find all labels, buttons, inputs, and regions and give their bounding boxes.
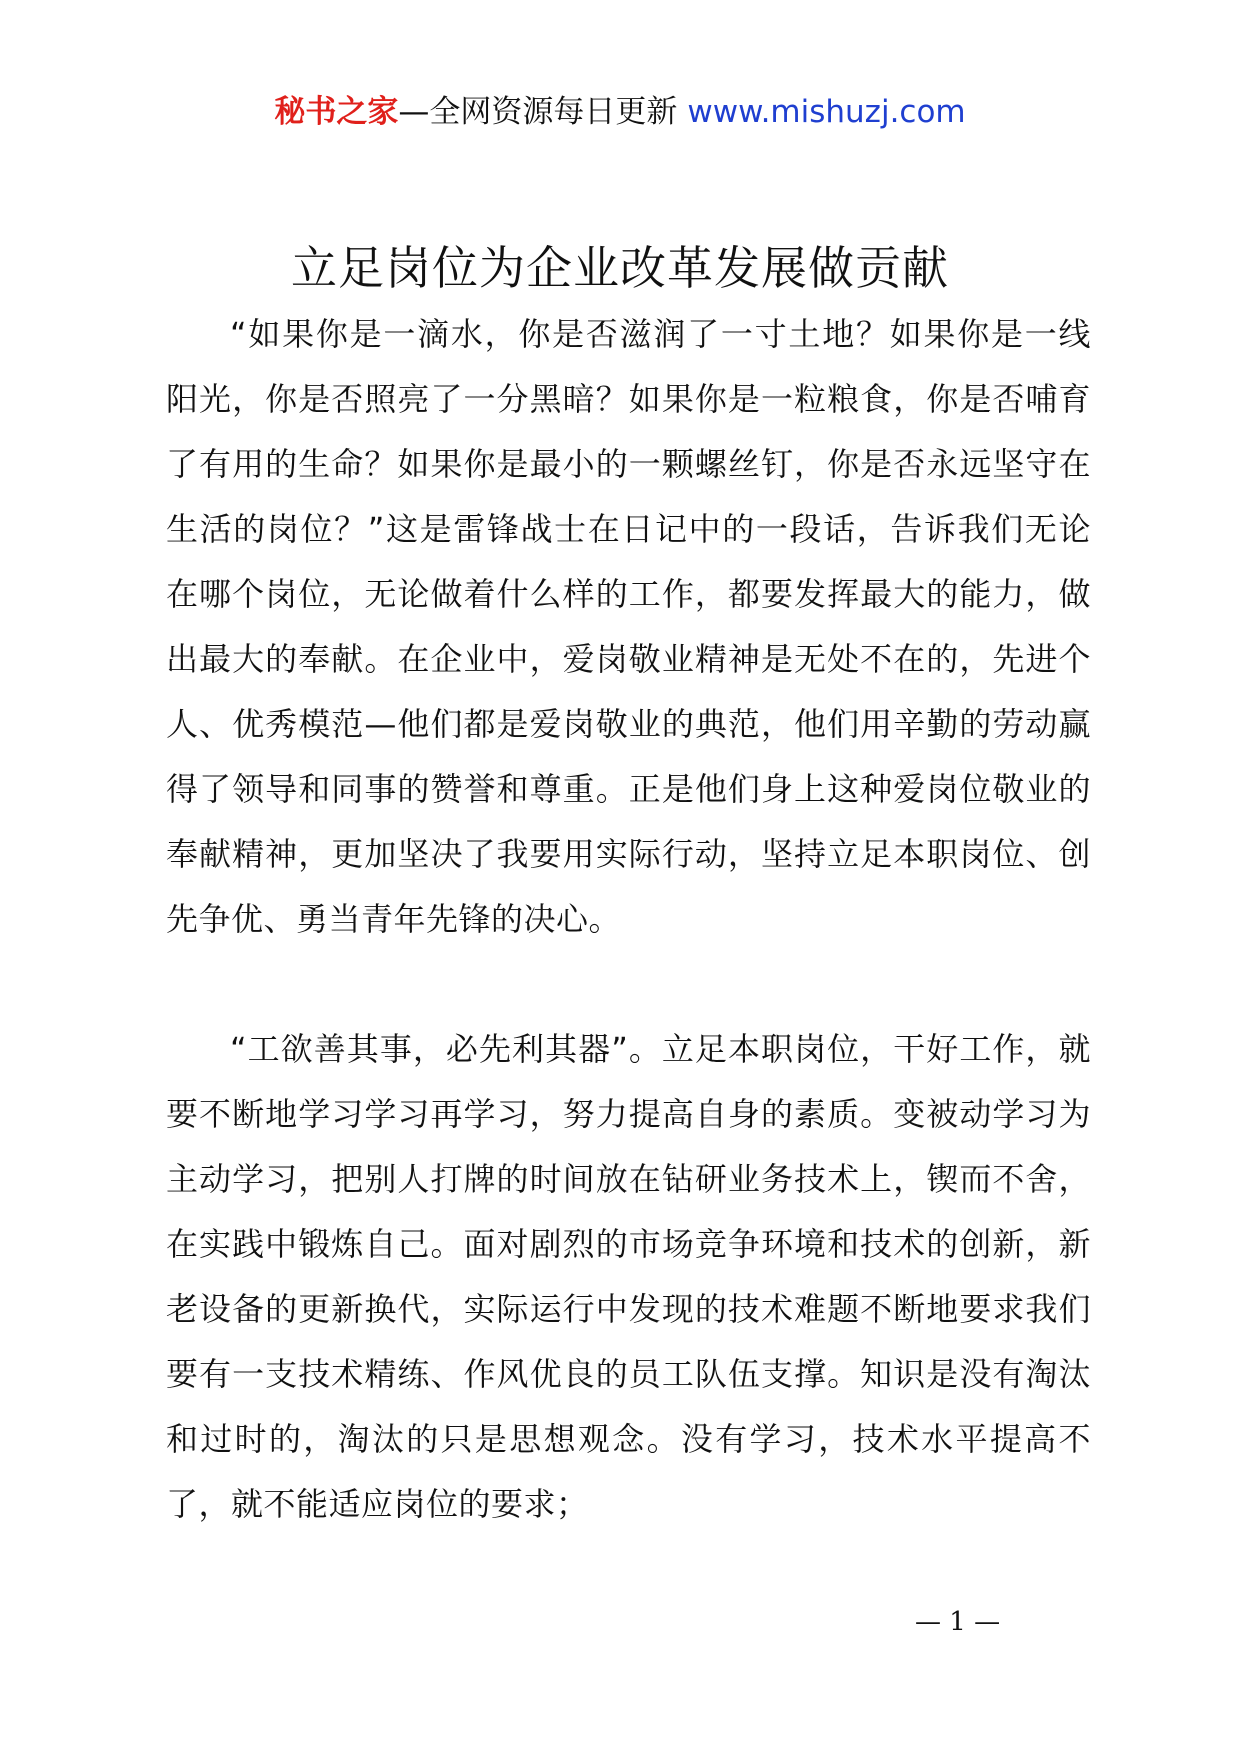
document-title: 立足岗位为企业改革发展做贡献: [291, 241, 949, 295]
paragraph: “工欲善其事，必先利其器”。立足本职岗位，干好工作，就要不断地学习学习再学习，努力提高自身的素质。变被动学习为主动学习，把别人打牌的时间放在钻研业务技术上，锲而不舍，在实践中锻炼自己。面对剧烈的市场竞争环境和技术的创新，新老设备的更新换代，实际运行中发现的技术难题不断地要求我们要有一支技术精练、作风优良的员工队伍支撑。知识是没有淘汰和过时的，淘汰的只是思想观念。没有学习，技术水平提高不了，就不能适应岗位的要求；: [166, 1030, 1091, 1523]
site-url-link[interactable]: www.mishuzj.com: [687, 94, 966, 130]
page-number: — 1 —: [915, 1607, 1001, 1637]
paragraph: “如果你是一滴水，你是否滋润了一寸土地？如果你是一线阳光，你是否照亮了一分黑暗？如果你是一粒粮食，你是否哺育了有用的生命？如果你是最小的一颗螺丝钉，你是否永远坚守在生活的岗位？”这是雷锋战士在日记中的一段话，告诉我们无论在哪个岗位，无论做着什么样的工作，都要发挥最大的能力，做出最大的奉献。在企业中，爱岗敬业精神是无处不在的，先进个人、优秀模范—他们都是爱岗敬业的典范，他们用辛勤的劳动赢得了领导和同事的赞誉和尊重。正是他们身上这种爱岗位敬业的奉献精神，更加坚决了我要用实际行动，坚持立足本职岗位、创先争优、勇当青年先锋的决心。: [166, 315, 1091, 938]
header-tagline: —全网资源每日更新: [398, 94, 678, 130]
brand-name: 秘书之家: [274, 94, 399, 130]
site-header: [0, 92, 1240, 132]
document-body: [166, 302, 1091, 1537]
